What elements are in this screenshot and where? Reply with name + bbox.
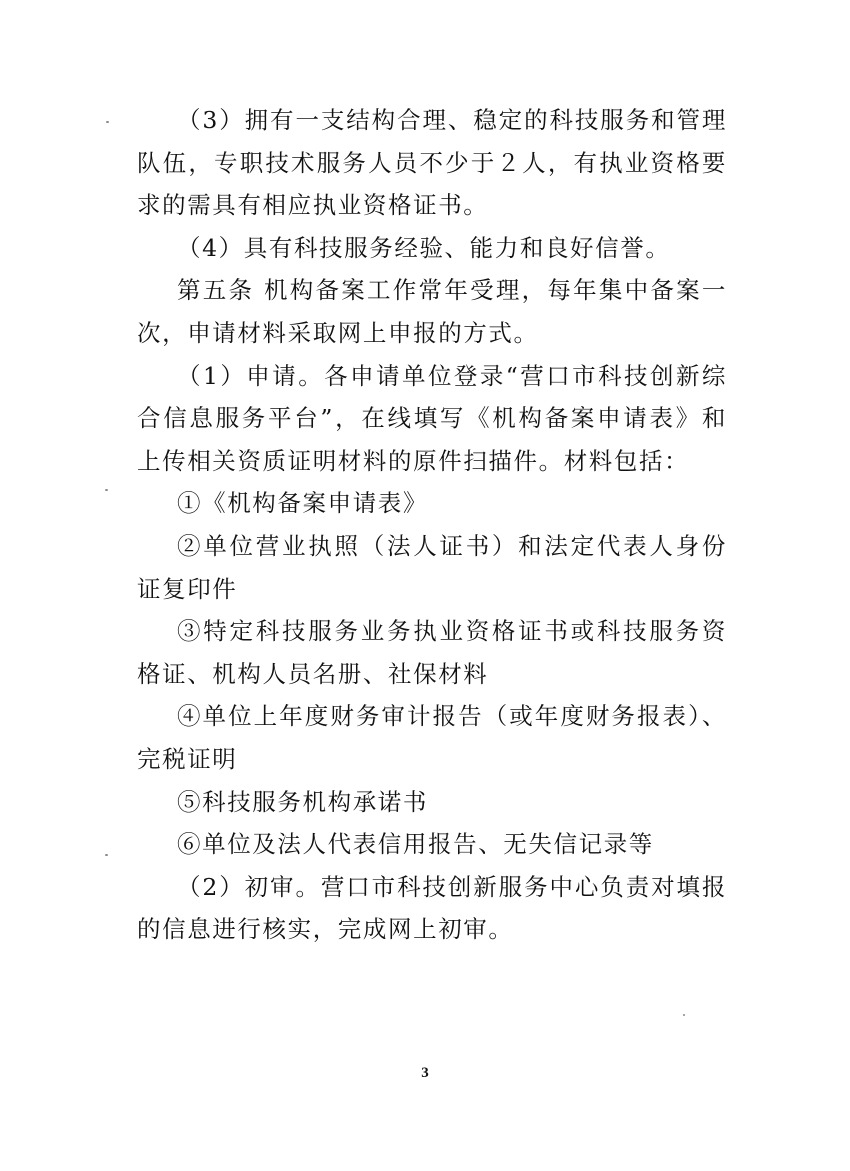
scan-speck bbox=[105, 854, 108, 856]
scan-speck bbox=[683, 1014, 685, 1016]
paragraph-item-4: （4）具有科技服务经验、能力和良好信誉。 bbox=[177, 233, 671, 262]
material-item-6: ⑥单位及法人代表信用报告、无失信记录等 bbox=[177, 830, 654, 859]
paragraph-step-1-application: （1）申请。各申请单位登录“营口市科技创新综合信息服务平台”，在线填写《机构备案申请表》和上传相关资质证明材料的原件扫描件。材料包括： bbox=[137, 361, 727, 475]
scan-speck bbox=[105, 489, 108, 491]
paragraph-article-5: 第五条 机构备案工作常年受理，每年集中备案一次，申请材料采取网上申报的方式。 bbox=[137, 276, 727, 347]
material-item-4: ④单位上年度财务审计报告（或年度财务报表）、完税证明 bbox=[137, 702, 727, 773]
scan-speck bbox=[106, 121, 109, 123]
material-item-3: ③特定科技服务业务执业资格证书或科技服务资格证、机构人员名册、社保材料 bbox=[137, 617, 727, 688]
paragraph-item-3: （3）拥有一支结构合理、稳定的科技服务和管理队伍，专职技术服务人员不少于２人，有执业资格要求的需具有相应执业资格证书。 bbox=[137, 106, 727, 220]
paragraph-step-2-review: （2）初审。营口市科技创新服务中心负责对填报的信息进行核实，完成网上初审。 bbox=[137, 872, 727, 944]
material-item-2: ②单位营业执照（法人证书）和法定代表人身份证复印件 bbox=[137, 531, 727, 603]
material-item-1: ①《机构备案申请表》 bbox=[177, 489, 428, 518]
page-number: 3 bbox=[421, 1065, 429, 1081]
document-body bbox=[137, 99, 727, 951]
material-item-5: ⑤科技服务机构承诺书 bbox=[177, 787, 428, 816]
